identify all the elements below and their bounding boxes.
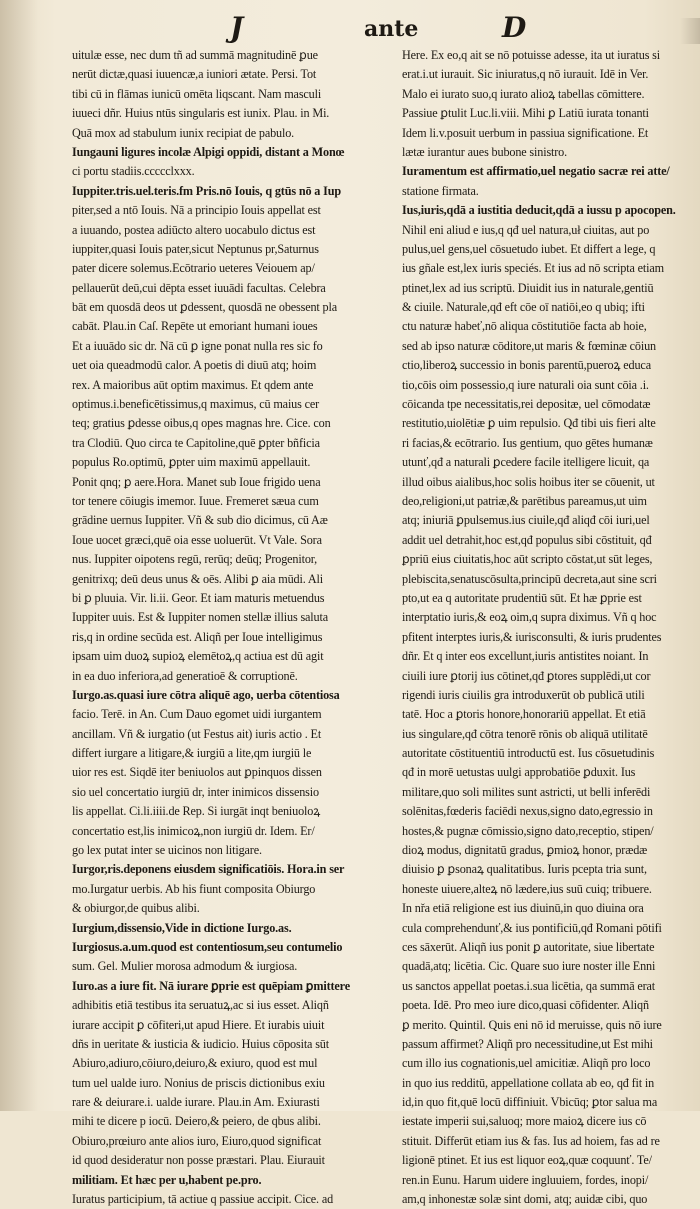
text-line: lis appellat. Ci.li.iiii.de Rep. Si iurgāt inqt beniuoloꝝ xyxy=(72,804,321,819)
header-word: ante xyxy=(364,16,419,42)
text-line: rare & deiurare.i. ualde iurare. Plau.in Am. Exiurasti xyxy=(72,1095,320,1110)
text-line: in ea duo inferiora,ad generatioē & corruptionē. xyxy=(72,668,298,683)
text-line: ptinet,lex ad ius scriptū. Diuidit ius in naturale,gentiū xyxy=(402,280,654,295)
text-line: Iurgo.as.quasi iure cōtra aliquē ago, uerba cōtentiosa xyxy=(72,687,340,702)
text-line: ri facias,& ecōtrario. Ius gentium, quo gētes humanæ xyxy=(402,435,653,450)
text-line: Nihil eni aliud e ius,q qđ uel natura,uł ciuitas, aut po xyxy=(402,222,650,237)
text-line: autoritate cōstituentiū introductū est. Ius cōsuetudinis xyxy=(402,746,655,761)
text-line: ligionē ptinet. Et ius est liquor eoꝝ,quæ coquunť. Te/ xyxy=(402,1153,652,1168)
text-line: deo,religioni,ut patriæ,& parētibus pareamus,ut uim xyxy=(402,493,647,508)
text-line: tum uel ualde iuro. Nonius de priscis dictionibus exiu xyxy=(72,1075,325,1090)
text-line: Idem li.v.posuit uerbum in passiua significatione. Et xyxy=(402,125,649,140)
text-line: ancillam. Vñ & iurgatio (ut Festus ait) iuris actio . Et xyxy=(72,726,322,741)
text-line: Iungauni ligures incolæ Alpigi oppidi, distant a Monœ xyxy=(72,144,345,159)
text-line: Quā mox ad stabulum iunix recipiat de pabulo. xyxy=(72,125,295,140)
text-line: ci portu stadiis.ccccclxxx. xyxy=(72,164,195,179)
text-line: iurare accipit ꝑ cōfiteri,ut apud Hiere. Et iurabis uiuit xyxy=(72,1017,325,1032)
text-line: dñs in ueritate & iusticia & iudicio. Huius cōposita sūt xyxy=(72,1036,329,1051)
text-line: & obiurgor,de quibus alibi. xyxy=(72,901,200,916)
text-line: id quod desideratur non posse præstari. Plau. Eiurauit xyxy=(72,1153,325,1168)
text-line: differt iurgare a litigare,& iurgiū a lite,qm iurgiū le xyxy=(72,746,312,761)
text-line: ciuili iure ꝑtorij ius cōtinet,qđ ꝑtores supplēdi,ut cor xyxy=(402,668,651,683)
text-line: statione firmata. xyxy=(402,183,479,198)
text-line: atq; iniuriā ꝑpulsemus.ius ciuile,qđ aliqđ cōi iuri,uel xyxy=(402,513,650,528)
header-letter-right: D xyxy=(502,11,527,44)
text-line: Iuppiter.tris.uel.teris.fm Pris.nō Iouis, q gtūs nō a Iup xyxy=(72,183,341,198)
text-line: teq; gratius ꝑdesse oibus,q opes magnas hre. Cice. con xyxy=(72,416,331,431)
text-line: adhibitis etiā testibus ita seruatuꝝ,ac si ius esset. Aliqñ xyxy=(72,998,329,1013)
text-line: bi ꝑ pluuia. Vir. li.ii. Geor. Et iam maturis metuendus xyxy=(72,590,325,605)
running-header xyxy=(0,10,700,46)
text-line: Ius,iuris,qdā a iustitia deducit,qdā a iussu p apocopen. xyxy=(402,203,676,218)
text-line: pto,ut ea q autoritate prudentiū sūt. Et hæ ꝑprie est xyxy=(402,590,642,605)
text-line: tatē. Hoc a ꝑtoris honore,honorariū appellat. Et etiā xyxy=(402,707,646,722)
text-line: militiam. Et hæc per u,habent pe.pro. xyxy=(72,1172,262,1187)
text-line: ris,q in ordine secūda est. Aliqñ per Ioue intelligimus xyxy=(72,629,323,644)
text-line: bāt em quosdā deos ut ꝑdessent, quosdā ne obessent pla xyxy=(72,300,338,315)
text-line: ctio,liberoꝝ successio in bonis parentū,pueroꝝ educa xyxy=(402,358,651,373)
text-line: solēnitas,fœderis faciēdi nexus,signo dato,egressio in xyxy=(402,804,653,819)
text-line: qđ in morē uetustas uulgi approbatiōe ꝑduxit. Ius xyxy=(402,765,636,780)
text-line: poeta. Idē. Pro meo iure dico,quasi cōfidenter. Aliqñ xyxy=(402,998,649,1013)
text-line: iuueci dñr. Huius ntūs singularis est iunix. Plau. in Mi. xyxy=(72,106,330,121)
text-line: optimus.i.beneficētissimus,q maximus, cū maius cer xyxy=(72,397,320,412)
text-line: quadā,atq; licētia. Cic. Quare suo iure noster ille Enni xyxy=(402,959,656,974)
text-line: ren.in Eunu. Harum uidere ingluuiem, fordes, inopi/ xyxy=(402,1172,649,1187)
text-line: illud oibus aialibus,hoc solis hoibus iter se cōuenit, ut xyxy=(402,474,655,489)
text-line: dioꝝ modus, dignitatū gradus, ꝑmioꝝ honor, prædæ xyxy=(402,843,648,858)
text-line: concertatio est,lis inimicoꝝ,non iurgiū dr. Idem. Er/ xyxy=(72,823,315,838)
text-line: interptatio iuris,& eoꝝ oim,q supra diximus. Vñ q hoc xyxy=(402,610,657,625)
text-line: go lex putat inter se uicinos non litigare. xyxy=(72,843,262,858)
text-line: pellauerūt deū,cui dēpta esset iuuādi facultas. Celebra xyxy=(72,280,326,295)
text-line: piter,sed a ntō Iouis. Nā a principio Iouis appellat est xyxy=(72,203,321,218)
text-line: utunť,qđ a naturali ꝑcedere facile itelligere licuit, qa xyxy=(402,455,650,470)
text-line: ius singulare,qđ cōtra tenorē rōnis ob aliquā utilitatē xyxy=(402,726,648,741)
text-line: nus. Iuppiter oipotens regū, rerūq; deūq; Progenitor, xyxy=(72,552,318,567)
text-line: pulus,uel gens,uel cōsuetudo iubet. Et differt a lege, q xyxy=(402,241,656,256)
text-line: mo.Iurgatur uerbis. Ab his fiunt composita Obiurgo xyxy=(72,881,316,896)
text-line: ius gñale est,lex iuris speciés. Et ius ad nō scripta etiam xyxy=(402,261,664,276)
text-line: Ponit qnq; ꝑ aere.Hora. Manet sub Ioue frigido uena xyxy=(72,474,321,489)
text-line: Iurgium,dissensio,Vide in dictione Iurgo.as. xyxy=(72,920,292,935)
text-line: pfitent interptes iuris,& iurisconsulti, & iuris prudentes xyxy=(402,629,662,644)
text-line: restitutio,uiolētiæ ꝑ uim repulsio. Qđ tibi uis fieri alte xyxy=(402,416,656,431)
text-line: uior res est. Siqdē iter beniuolos aut ꝑpinquos dissen xyxy=(72,765,322,780)
text-line: dñr. Et q inter eos excellunt,iuris antistites noiant. In xyxy=(402,649,649,664)
text-line: sed ab ipso naturæ cōditore,ut maris & fœminæ cōiun xyxy=(402,338,657,353)
text-line: ipsam uim duoꝝ supioꝝ elemētoꝝ,q actiua est dū agit xyxy=(72,649,324,664)
text-line: genitrixq; deū deus unus & oēs. Alibi ꝑ aia mūdi. Ali xyxy=(72,571,323,586)
text-line: id,in quo fit,quē locū diffiniuit. Vbicūq; ꝑtor salua ma xyxy=(402,1095,658,1110)
text-line: rigendi iuris ciuilis gra introduxerūt ob publicā utili xyxy=(402,687,645,702)
text-line: nerūt dictæ,quasi iuuencæ,a iuniori ætate. Persi. Tot xyxy=(72,67,317,82)
text-line: Ioue uocet græci,quē oia esse uoluerūt. Vt Vale. Sora xyxy=(72,532,322,547)
text-line: tor tenere cōiugis imemor. Iuue. Fremeret sæua cum xyxy=(72,493,319,508)
text-line: erat.i.ut iurauit. Sic iniuratus,q nō iurauit. Idē in Ver. xyxy=(402,67,649,82)
text-line: pater dicere solemus.Ecōtrario ueteres Veiouem ap/ xyxy=(72,261,315,276)
text-line: lætæ iurantur aues bubone sinistro. xyxy=(402,144,568,159)
text-line: Iuppiter uuis. Est & Iuppiter nomen stellæ illius saluta xyxy=(72,610,328,625)
text-line: tra Clodiū. Quo circa te Capitoline,quē ꝑpter bñficia xyxy=(72,435,320,450)
text-column-left xyxy=(72,46,392,1207)
text-line: am,q inhonestæ solæ sint domi, atq; auidæ cibi, quo xyxy=(402,1192,648,1207)
text-line: Abiuro,adiuro,cōiuro,deiuro,& exiuro, quod est mul xyxy=(72,1056,318,1071)
text-line: ꝑ merito. Quintil. Quis eni nō id meruisse, quis nō iure xyxy=(402,1017,662,1032)
text-line: uitulæ esse, nec dum tñ ad summā magnitudinē ꝑue xyxy=(72,48,318,62)
text-line: Iuratus participium, tā actiue q passiue accipit. Cice. ad xyxy=(72,1192,334,1207)
text-line: ꝑpriū eius ciuitatis,hoc aūt scripto cōstat,ut sūt leges, xyxy=(402,552,653,567)
text-line: uet oia queadmodū calor. A poetis di diuū atq; hoim xyxy=(72,358,317,373)
text-line: hostes,& pugnæ cōmissio,signo dato,receptio, stipen/ xyxy=(402,823,654,838)
text-line: cōicanda tpe necessitatis,rei depositæ, uel cōmodatæ xyxy=(402,397,651,412)
text-line: cula comprehendunť,& ius pontificiū,qđ Romani pōtifi xyxy=(402,920,662,935)
text-line: Iuro.as a iure fit. Nā iurare ꝑprie est quēpiam ꝑmittere xyxy=(72,978,350,993)
text-line: facio. Terē. in An. Cum Dauo egomet uidi iurgantem xyxy=(72,707,322,722)
text-line: passum affirmet? Aliqñ pro necessitudine,ut Est mihi xyxy=(402,1036,653,1051)
text-line: Passiue ꝑtulit Luc.li.viii. Mihi ꝑ Latiū iurata tonanti xyxy=(402,106,649,121)
header-letter-left: J xyxy=(230,11,244,44)
text-line: iestate imperii sui,saluoq; more maioꝝ dicere ius cō xyxy=(402,1114,647,1129)
text-line: grādine uernus Iuppiter. Vñ & sub dio dicimus, cū Aæ xyxy=(72,513,328,528)
text-line: militare,quo soli milites sunt astricti, ut belli inferēdi xyxy=(402,784,651,799)
text-line: in quo ius redditū, appellatione collata ab eo, qđ fit in xyxy=(402,1075,655,1090)
text-line: cum illo ius cognationis,uel amicitiæ. Aliqñ pro loco xyxy=(402,1056,651,1071)
text-line: Iurgor,ris.deponens eiusdem significatiōis. Hora.in ser xyxy=(72,862,345,877)
text-line: cabāt. Plau.in Caſ. Repēte ut emoriant humani ioues xyxy=(72,319,318,334)
text-line: Here. Ex eo,q ait se nō potuisse adesse, ita ut iuratus si xyxy=(402,48,661,62)
text-line: Et a iuuādo sic dr. Nā cū ꝑ igne ponat nulla res sic fo xyxy=(72,338,323,353)
text-line: tio,cōis oim possessio,q iure naturali oia sunt cōia .i. xyxy=(402,377,649,392)
gutter-shadow xyxy=(0,0,38,1111)
text-line: us sanctos appellat poetas.i.sua licētia, qa summā erat xyxy=(402,978,656,993)
text-line: populus Ro.optimū, ꝑpter uim maximū appellauit. xyxy=(72,455,311,470)
text-line: rex. A maioribus aūt optim maximus. Et qdem ante xyxy=(72,377,314,392)
text-column-right xyxy=(402,46,694,1207)
text-line: ces sāxerūt. Aliqñ ius ponit ꝑ autoritate, siue libertate xyxy=(402,939,655,954)
text-line: a iuuando, postea adiūcto altero uocabulo dictus est xyxy=(72,222,316,237)
text-line: ctu naturæ habeť,nō aliqua cōstitutiōe facta ab hoie, xyxy=(402,319,647,334)
text-line: Obiuro,prœiuro ante alios iuro, Eiuro,quod significat xyxy=(72,1133,322,1148)
text-line: Iurgiosus.a.um.quod est contentiosum,seu contumelio xyxy=(72,939,343,954)
text-line: sio uel concertatio iurgiū dr, inter inimicos dissensio xyxy=(72,784,319,799)
text-line: Malo ei iurato suo,q iurato alioꝝ tabellas cōmittere. xyxy=(402,86,645,101)
text-line: iuppiter,quasi Iouis pater,sicut Neptunus pr,Saturnus xyxy=(72,241,319,256)
text-line: Iuramentum est affirmatio,uel negatio sacræ rei atte/ xyxy=(402,164,670,179)
text-line: plebiscita,senatuscōsulta,principū decreta,aut sine scri xyxy=(402,571,657,586)
text-line: In nřa etiā religione est ius diuinū,in quo diuina ora xyxy=(402,901,644,916)
text-line: stituit. Differūt etiam ius & fas. Ius ad hoiem, fas ad re xyxy=(402,1133,660,1148)
text-line: sum. Gel. Mulier morosa admodum & iurgiosa. xyxy=(72,959,298,974)
text-line: mihi te dicere p iocū. Deiero,& peiero, de qbus alibi. xyxy=(72,1114,321,1129)
text-line: honeste uiuere,alteꝝ nō lædere,ius suū cuiq; tribuere. xyxy=(402,881,652,896)
text-line: tibi cū in flāmas iunicū omēta liqscant. Nam masculi xyxy=(72,86,322,101)
text-line: diuisio ꝑ ꝑsonaꝝ qualitatibus. Iuris pcepta tria sunt, xyxy=(402,862,647,877)
text-line: addit uel detrahit,hoc est,qđ populus sibi cōstituit, qđ xyxy=(402,532,652,547)
text-line: & ciuile. Naturale,qđ eft cōe oī natiōi,eo q ubiq; ifti xyxy=(402,300,645,315)
